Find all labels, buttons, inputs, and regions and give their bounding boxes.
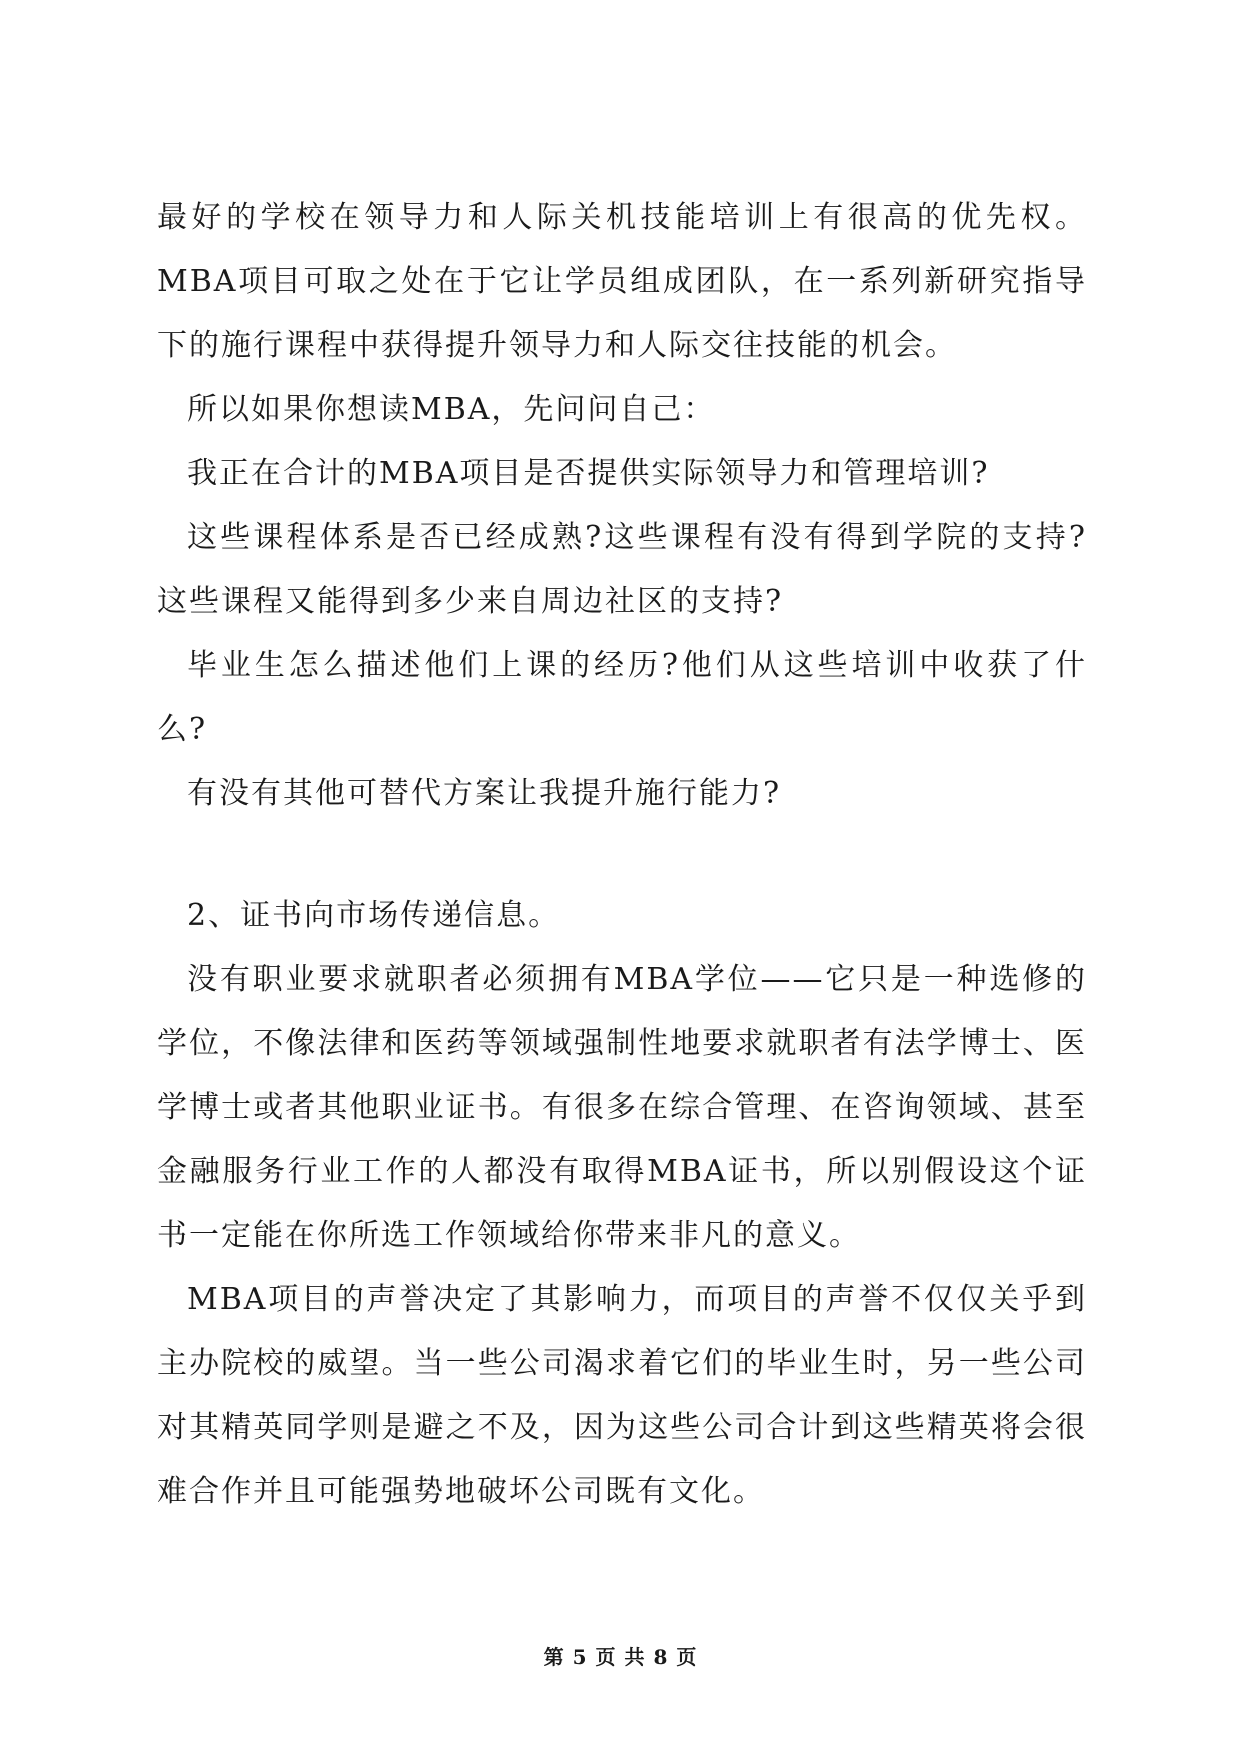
paragraph-question-curriculum: 这些课程体系是否已经成熟?这些课程有没有得到学院的支持?这些课程又能得到多少来自周边社区的支持? <box>157 520 1087 619</box>
body-text <box>157 186 1087 1524</box>
paragraph-no-requirement: 没有职业要求就职者必须拥有MBA学位——它只是一种选修的学位，不像法律和医药等领域强制性地要求就职者有法学博士、医学博士或者其他职业证书。有很多在综合管理、在咨询领域、甚至金融服务行业工作的人都没有取得MBA证书，所以别假设这个证书一定能在你所选工作领域给你带来非凡的意义。 <box>157 962 1087 1253</box>
page-footer: 第 5 页 共 8 页 <box>543 1645 698 1669</box>
paragraph-question-graduates: 毕业生怎么描述他们上课的经历?他们从这些培训中收获了什么? <box>157 648 1087 747</box>
paragraph-question-training: 我正在合计的MBA项目是否提供实际领导力和管理培训? <box>187 456 990 491</box>
paragraph-question-alternatives: 有没有其他可替代方案让我提升施行能力? <box>187 776 782 811</box>
section-heading: 2、证书向市场传递信息。 <box>187 898 561 933</box>
paragraph-ask-yourself: 所以如果你想读MBA，先问问自己： <box>187 392 716 427</box>
paragraph-reputation: MBA项目的声誉决定了其影响力，而项目的声誉不仅仅关乎到主办院校的威望。当一些公司渴求着它们的毕业生时，另一些公司对其精英同学则是避之不及，因为这些公司合计到这些精英将会很难合作并且可能强势地破坏公司既有文化。 <box>157 1282 1087 1509</box>
section-spacer <box>157 826 1087 884</box>
paragraph-leadership-priority: 最好的学校在领导力和人际关机技能培训上有很高的优先权。MBA项目可取之处在于它让学员组成团队，在一系列新研究指导下的施行课程中获得提升领导力和人际交往技能的机会。 <box>157 200 1087 363</box>
